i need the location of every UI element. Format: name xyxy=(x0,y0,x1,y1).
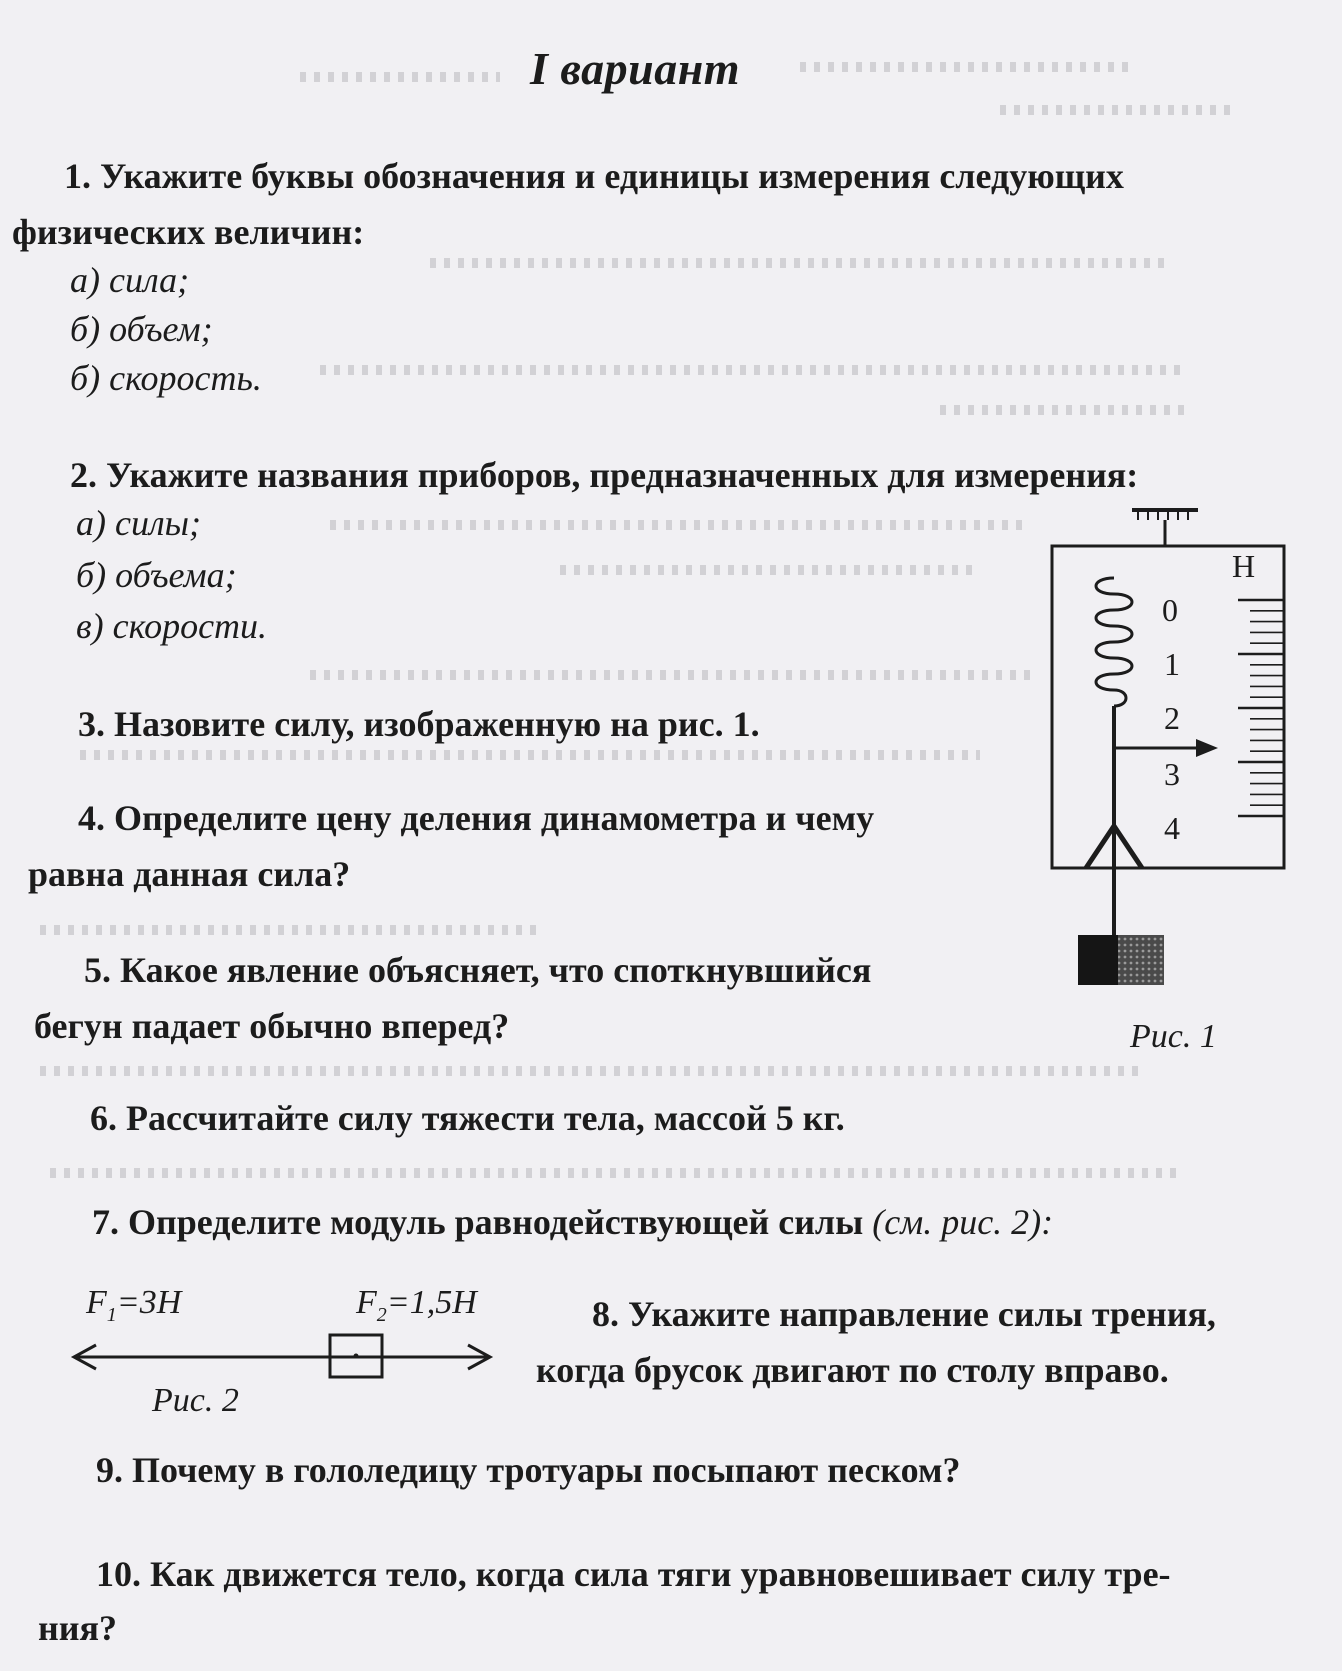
scan-noise xyxy=(40,1066,1140,1076)
dynamometer-scale-label-3: 3 xyxy=(1164,756,1180,792)
load-weight xyxy=(1078,935,1164,985)
question-1-item-c: б) скорость. xyxy=(70,358,262,398)
question-5-line-1: 5. Какое явление объясняет, что споткнувшийся xyxy=(84,950,872,990)
question-2: 2. Укажите названия приборов, предназначенных для измерения: xyxy=(70,455,1139,495)
question-10-line-2: ния? xyxy=(38,1608,117,1648)
question-3: 3. Назовите силу, изображенную на рис. 1. xyxy=(78,704,760,744)
question-7 xyxy=(92,1194,1053,1250)
scan-noise xyxy=(50,1168,1180,1178)
scan-noise xyxy=(1000,105,1230,115)
question-1-item-b: б) объем; xyxy=(70,309,213,349)
scan-noise xyxy=(430,258,1170,268)
question-5-line-2: бегун падает обычно вперед? xyxy=(34,1006,510,1046)
force-f2-label: $F_2=1,5Н$ xyxy=(356,1284,477,1326)
dynamometer-spring xyxy=(1096,578,1132,706)
dynamometer-scale-label-0: 0 xyxy=(1162,592,1178,628)
scan-noise xyxy=(330,520,1030,530)
scan-noise xyxy=(300,72,500,82)
dynamometer-unit-label: Н xyxy=(1232,548,1256,584)
variant-title: I вариант xyxy=(530,43,741,94)
question-1-line-2: физических величин: xyxy=(12,212,365,252)
question-2-item-c: в) скорости. xyxy=(76,606,268,646)
question-7-text: 7. Определите модуль равнодействующей силы xyxy=(92,1202,864,1242)
question-2-item-a: а) силы; xyxy=(76,503,202,543)
scan-noise xyxy=(560,565,980,575)
question-9: 9. Почему в гололедицу тротуары посыпают песком? xyxy=(96,1450,961,1490)
scan-noise xyxy=(40,925,540,935)
question-8-line-2: когда брусок двигают по столу вправо. xyxy=(536,1350,1169,1390)
question-6: 6. Рассчитайте силу тяжести тела, массой 5 кг. xyxy=(90,1098,845,1138)
scan-noise xyxy=(310,670,1030,680)
dynamometer-scale xyxy=(1238,590,1284,830)
force-arrowhead xyxy=(1086,826,1142,868)
dynamometer-scale-label-1: 1 xyxy=(1164,646,1180,682)
dynamometer-hanger xyxy=(1132,510,1198,546)
dynamometer-scale-label-2: 2 xyxy=(1164,700,1180,736)
dynamometer-scale-label-4: 4 xyxy=(1164,810,1180,846)
question-7-figure-reference: (см. рис. 2): xyxy=(872,1202,1054,1242)
question-8-line-1: 8. Укажите направление силы трения, xyxy=(592,1294,1216,1334)
question-1-line-1: 1. Укажите буквы обозначения и единицы измерения следующих xyxy=(64,156,1124,196)
question-10-line-1: 10. Как движется тело, когда сила тяги уравновешивает силу тре- xyxy=(96,1554,1171,1594)
question-4-line-2: равна данная сила? xyxy=(28,854,351,894)
scan-noise xyxy=(320,365,1180,375)
block xyxy=(330,1335,382,1377)
figure-1-caption: Рис. 1 xyxy=(1130,1018,1217,1055)
question-1-item-a: а) сила; xyxy=(70,260,190,300)
scan-noise xyxy=(800,62,1130,72)
question-2-item-b: б) объема; xyxy=(76,555,237,595)
dynamometer-pointer-arrowhead xyxy=(1196,739,1218,757)
scan-noise xyxy=(940,405,1190,415)
force-f1-label: $F_1=3Н$ xyxy=(86,1284,182,1326)
figure-2-caption: Рис. 2 xyxy=(152,1382,239,1419)
question-4-line-1: 4. Определите цену деления динамометра и чему xyxy=(78,798,875,838)
